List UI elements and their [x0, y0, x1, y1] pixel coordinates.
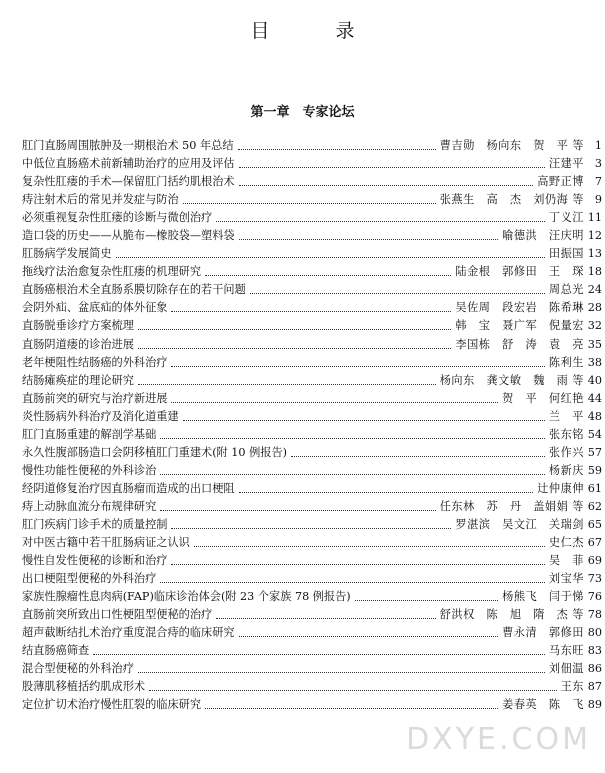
- toc-entry[interactable]: [22, 155, 602, 173]
- leader-dots: [183, 202, 436, 204]
- table-of-contents: [22, 137, 602, 715]
- leader-dots: [171, 310, 451, 312]
- toc-entry-authors: 张燕生 高 杰 刘仍海 等: [439, 193, 584, 207]
- leader-dots: [216, 617, 435, 619]
- toc-entry-title: 超声截断结扎术治疗重度混合痔的临床研究: [22, 626, 235, 640]
- toc-entry[interactable]: [22, 245, 602, 263]
- toc-entry-authors: 辻仲康伸: [537, 481, 584, 495]
- toc-entry-page: 89: [587, 698, 602, 712]
- toc-entry-authors: 张作兴: [548, 445, 584, 459]
- toc-entry-page: 61: [587, 481, 602, 495]
- toc-entry-title: 肛肠病学发展简史: [22, 247, 112, 261]
- toc-entry-page: 62: [587, 499, 602, 513]
- leader-dots: [239, 635, 499, 637]
- toc-entry-authors: 史仁杰: [548, 536, 584, 550]
- toc-entry-page: 78: [587, 608, 602, 622]
- toc-entry[interactable]: [22, 390, 602, 408]
- toc-entry-authors: 刘宝华: [548, 572, 584, 586]
- toc-entry-page: 38: [587, 355, 602, 369]
- toc-entry-title: 中低位直肠癌术前新辅助治疗的应用及评估: [22, 157, 235, 171]
- leader-dots: [160, 509, 435, 511]
- toc-entry-authors: 曹吉勋 杨向东 贺 平 等: [439, 139, 584, 152]
- leader-dots: [160, 581, 545, 583]
- toc-entry-title: 肛门直肠重建的解剖学基础: [22, 427, 157, 441]
- toc-entry-title: 痔上动脉血流分布规律研究: [22, 499, 157, 513]
- toc-entry[interactable]: [22, 372, 602, 390]
- toc-entry-title: 慢性功能性便秘的外科诊治: [22, 463, 157, 477]
- toc-entry-authors: 吴佐周 段宏岩 陈希琳: [455, 301, 584, 315]
- toc-entry-page: 48: [587, 409, 602, 423]
- toc-entry-title: 混合型便秘的外科治疗: [22, 662, 134, 676]
- leader-dots: [205, 707, 498, 709]
- toc-entry[interactable]: [22, 642, 602, 660]
- toc-entry-page: 28: [587, 301, 602, 315]
- toc-entry-authors: 罗湛滨 吴文江 关瑞剑: [455, 517, 584, 531]
- toc-entry-title: 对中医古籍中若干肛肠病证之认识: [22, 536, 190, 550]
- toc-entry-title: 直肠脱垂诊疗方案梳理: [22, 319, 134, 333]
- toc-entry[interactable]: [22, 624, 602, 642]
- leader-dots: [160, 437, 545, 439]
- leader-dots: [205, 274, 451, 276]
- toc-entry-authors: 高野正博: [537, 175, 584, 189]
- leader-dots: [171, 365, 544, 367]
- toc-entry-authors: 周总光: [548, 283, 584, 297]
- toc-entry[interactable]: [22, 480, 602, 498]
- toc-entry-page: 13: [587, 247, 602, 261]
- toc-entry-authors: 兰 平: [548, 409, 584, 423]
- leader-dots: [171, 401, 498, 403]
- toc-entry-authors: 马东旺: [548, 644, 584, 658]
- leader-dots: [238, 148, 436, 150]
- toc-entry-title: 直肠阴道瘘的诊治进展: [22, 337, 134, 351]
- toc-entry-authors: 李国栋 舒 涛 袁 亮: [455, 337, 584, 351]
- toc-entry[interactable]: [22, 462, 602, 480]
- toc-entry-authors: 杨新庆: [548, 463, 584, 477]
- toc-entry-page: 35: [587, 337, 602, 351]
- toc-entry-authors: 杨向东 龚文敏 魏 雨 等: [439, 373, 584, 387]
- toc-entry-title: 造口袋的历史——从脆布—橡胶袋—塑料袋: [22, 229, 235, 243]
- toc-entry-title: 股薄肌移植括约肌成形术: [22, 680, 146, 694]
- toc-entry-page: 11: [587, 211, 602, 225]
- toc-entry-page: 57: [587, 445, 602, 459]
- toc-entry[interactable]: [22, 552, 602, 570]
- toc-entry-title: 直肠前突所致出口性梗阻型便秘的治疗: [22, 608, 213, 622]
- toc-entry[interactable]: [22, 354, 602, 372]
- toc-entry-authors: 汪建平: [548, 157, 584, 171]
- toc-entry[interactable]: [22, 570, 602, 588]
- toc-entry[interactable]: [22, 498, 602, 516]
- toc-entry[interactable]: [22, 336, 602, 354]
- leader-dots: [93, 653, 545, 655]
- toc-entry-page: 76: [587, 590, 602, 604]
- toc-entry-title: 家族性腺瘤性息肉病(FAP)临床诊治体会(附 23 个家族 78 例报告): [22, 590, 351, 604]
- toc-entry-title: 直肠癌根治术全直肠系膜切除存在的若干问题: [22, 283, 246, 297]
- leader-dots: [138, 328, 452, 330]
- toc-entry-authors: 丁义江: [548, 211, 584, 225]
- toc-entry-authors: 舒洪权 陈 旭 隋 杰 等: [439, 608, 584, 622]
- toc-entry[interactable]: [22, 534, 602, 552]
- toc-entry-title: 出口梗阻型便秘的外科治疗: [22, 572, 157, 586]
- toc-entry-title: 直肠前突的研究与治疗新进展: [22, 391, 168, 405]
- toc-entry-authors: 曹永清 郭修田: [502, 626, 584, 640]
- toc-entry-page: 83: [587, 644, 602, 658]
- toc-entry-page: 3: [594, 157, 602, 171]
- leader-dots: [138, 347, 452, 349]
- toc-entry[interactable]: [22, 426, 602, 444]
- toc-entry-page: 69: [587, 554, 602, 568]
- toc-entry-page: 73: [587, 572, 602, 586]
- toc-entry-authors: 吴 菲: [548, 554, 584, 568]
- toc-entry-authors: 陈利生: [548, 355, 584, 369]
- toc-entry[interactable]: [22, 660, 602, 678]
- toc-entry-title: 必须重视复杂性肛瘘的诊断与微创治疗: [22, 211, 213, 225]
- toc-entry[interactable]: [22, 173, 602, 191]
- leader-dots: [116, 256, 545, 258]
- leader-dots: [160, 473, 545, 475]
- toc-entry-authors: 姜春英 陈 飞: [502, 698, 584, 712]
- toc-entry[interactable]: [22, 408, 602, 426]
- toc-entry-authors: 田振国: [548, 247, 584, 261]
- toc-entry-page: 54: [587, 427, 602, 441]
- leader-dots: [355, 599, 498, 601]
- toc-entry-title: 定位扩切术治疗慢性肛裂的临床研究: [22, 698, 202, 712]
- toc-entry-title: 肛门直肠周围脓肿及一期根治术 50 年总结: [22, 139, 234, 152]
- toc-entry-title: 痔注射术后的常见并发症与防治: [22, 193, 179, 207]
- toc-entry-page: 18: [587, 265, 602, 279]
- leader-dots: [194, 545, 545, 547]
- leader-dots: [291, 455, 545, 457]
- leader-dots: [138, 671, 545, 673]
- toc-entry-authors: 杨熊飞 闫于悌: [502, 590, 584, 604]
- toc-entry-page: 86: [587, 662, 602, 676]
- toc-entry-authors: 刘佃温: [548, 662, 584, 676]
- toc-entry[interactable]: [22, 588, 602, 606]
- toc-entry[interactable]: [22, 281, 602, 299]
- toc-entry-title: 复杂性肛瘘的手术—保留肛门括约肌根治术: [22, 175, 235, 189]
- toc-entry-title: 肛门疾病门诊手术的质量控制: [22, 517, 168, 531]
- toc-entry-page: 40: [587, 373, 602, 387]
- toc-entry-page: 24: [587, 283, 602, 297]
- leader-dots: [216, 220, 545, 222]
- toc-entry[interactable]: [22, 137, 602, 155]
- toc-entry-authors: 王东: [560, 680, 584, 694]
- toc-entry-authors: 喻德洪 汪庆明: [502, 229, 584, 243]
- toc-entry-title: 经阴道修复治疗因直肠瘤而造成的出口梗阻: [22, 481, 235, 495]
- toc-entry[interactable]: [22, 696, 602, 714]
- toc-entry[interactable]: [22, 678, 602, 696]
- watermark: DXYE.COM: [406, 722, 591, 757]
- toc-entry-page: 7: [594, 175, 602, 189]
- leader-dots: [138, 383, 436, 385]
- leader-dots: [171, 527, 451, 529]
- toc-entry-authors: 任东林 苏 丹 盖娟娟 等: [439, 499, 584, 513]
- toc-entry-authors: 张东铭: [548, 427, 584, 441]
- toc-entry-authors: 韩 宝 聂广军 倪量宏: [455, 319, 584, 333]
- toc-entry-page: 65: [587, 517, 602, 531]
- toc-entry-page: 1: [594, 139, 602, 152]
- toc-entry[interactable]: [22, 516, 602, 534]
- toc-entry[interactable]: [22, 227, 602, 245]
- toc-entry-authors: 贺 平 何红艳: [502, 391, 584, 405]
- toc-entry-page: 44: [587, 391, 602, 405]
- toc-entry-title: 结肠瘫痪症的理论研究: [22, 373, 134, 387]
- toc-entry-page: 80: [587, 626, 602, 640]
- toc-entry-title: 老年梗阻性结肠癌的外科治疗: [22, 355, 168, 369]
- toc-entry-title: 慢性自发性便秘的诊断和治疗: [22, 554, 168, 568]
- toc-entry-page: 67: [587, 536, 602, 550]
- leader-dots: [239, 238, 499, 240]
- leader-dots: [183, 419, 545, 421]
- leader-dots: [171, 563, 544, 565]
- toc-entry[interactable]: [22, 209, 602, 227]
- toc-entry-title: 永久性腹部肠造口会阴移植肛门重建术(附 10 例报告): [22, 445, 288, 459]
- toc-entry[interactable]: [22, 299, 602, 317]
- toc-entry-title: 结直肠癌筛查: [22, 644, 90, 658]
- leader-dots: [239, 184, 534, 186]
- toc-entry[interactable]: [22, 606, 602, 624]
- toc-entry[interactable]: [22, 317, 602, 335]
- toc-entry[interactable]: [22, 444, 602, 462]
- toc-entry-page: 32: [587, 319, 602, 333]
- toc-entry-title: 拖线疗法治愈复杂性肛瘘的机理研究: [22, 265, 202, 279]
- toc-entry-page: 12: [587, 229, 602, 243]
- leader-dots: [149, 689, 557, 691]
- toc-entry-page: 9: [594, 193, 602, 207]
- toc-entry-title: 会阴外疝、盆底疝的体外征象: [22, 301, 168, 315]
- chapter-heading: 第一章 专家论坛: [250, 105, 355, 120]
- toc-entry[interactable]: [22, 191, 602, 209]
- leader-dots: [239, 491, 534, 493]
- leader-dots: [239, 166, 545, 168]
- toc-entry-authors: 陆金根 郭修田 王 琛: [455, 265, 584, 279]
- toc-entry-title: 炎性肠病外科治疗及消化道重建: [22, 409, 179, 423]
- toc-entry-page: 59: [587, 463, 602, 477]
- toc-entry-page: 87: [587, 680, 602, 694]
- page-title: 目 录: [250, 20, 385, 42]
- toc-entry[interactable]: [22, 263, 602, 281]
- leader-dots: [250, 292, 545, 294]
